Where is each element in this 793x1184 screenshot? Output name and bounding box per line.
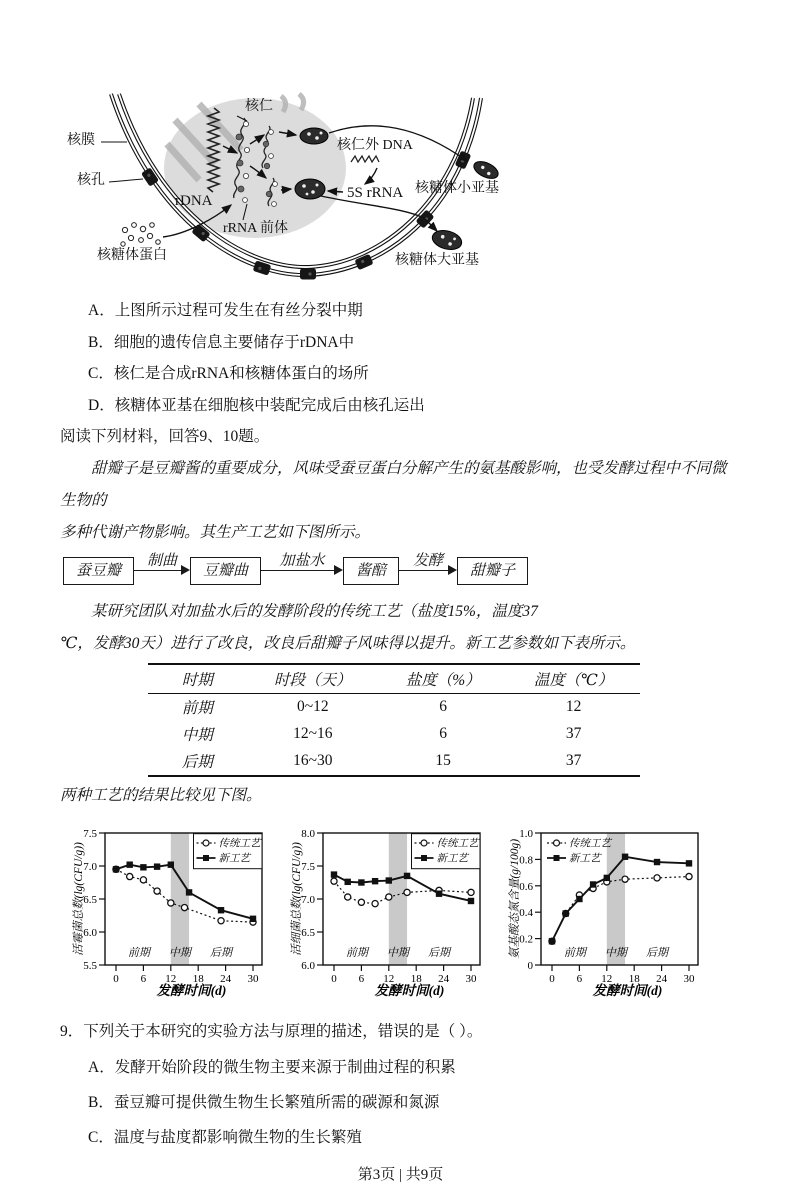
x-tick-label: 24 [656,972,668,985]
phase-label: 中期 [604,946,627,959]
new-process-parameter-table [148,663,640,777]
pre-small-subunit [300,128,328,144]
y-tick-label: 5.5 [83,959,97,972]
q9-option-c: C．温度与盐度都影响微生物的生长繁殖 [88,1128,362,1146]
large-subunit-particle [430,227,464,252]
x-tick-label: 30 [683,972,695,985]
marker-circle [181,904,187,910]
marker-square [154,863,160,869]
marker-square [436,890,442,896]
marker-square [686,860,692,866]
y-axis-title: 氨基酸态氮含量(g/100g) [509,838,521,959]
y-axis-title: 活霉菌总数(lg(CFU/g)) [73,841,85,956]
x-tick-label: 6 [576,972,583,985]
q8-option-d: D．核糖体亚基在细胞核中装配完成后由核孔运出 [88,396,425,414]
cell-salinity: 15 [435,752,451,769]
table-row [148,693,640,721]
marker-circle [218,917,224,923]
q8-option-c: C．核仁是合成rRNA和核糖体蛋白的场所 [88,365,369,382]
nuclear-membrane-label: 核膜 [67,133,95,148]
marker-circle [622,876,628,882]
q9-option-a: A．发酵开始阶段的微生物主要来源于制曲过程的积累 [88,1058,456,1076]
y-tick-label: 0.8 [519,853,533,866]
marker-square [654,858,660,864]
right-arrow-icon [134,570,187,572]
page-number: 第3页 | 共9页 [357,1166,444,1183]
small-subunit-label: 核糖体小亚基 [415,181,499,196]
marker-circle [404,889,410,895]
marker-circle [140,876,146,882]
rrna-precursor-label: rRNA 前体 [223,221,288,236]
question8-options [60,295,741,421]
cell-temp: 37 [565,752,582,769]
table-row [148,748,640,776]
cell-period: 后期 [181,754,213,771]
phase-label: 前期 [563,946,586,959]
process-paragraph-line2: ℃，发酵30天）进行了改良，改良后甜瓣子风味得以提升。新工艺参数如下表所示。 [60,634,636,652]
marker-circle [168,899,174,905]
cell-salinity: 6 [439,698,448,715]
marker-square [576,895,582,901]
x-axis-title: 发酵时间(d) [592,982,663,998]
question9-stem: 9．下列关于本研究的实验方法与原理的描述，错误的是（ ）。 [60,1022,483,1040]
pre-large-subunit [295,179,325,199]
legend-label: 新工艺 [436,853,468,864]
five-s-rrna-label: 5S rRNA [347,185,404,201]
y-tick-label: 0.2 [519,933,533,946]
table-header-row [148,664,640,694]
col-header-temperature: 温度（℃） [507,664,640,694]
x-tick-label: 6 [140,972,147,985]
y-tick-label: 6.0 [83,926,97,939]
legend-label: 传统工艺 [436,838,479,849]
flow-step-bean-koji: 豆瓣曲 [190,557,261,585]
flow-arrow-label: 制曲 [147,552,178,569]
cell-period: 前期 [181,700,213,717]
marker-square [331,871,337,877]
marker-square [140,864,146,870]
cell-days: 0~12 [296,698,329,715]
col-header-salinity: 盐度（%） [379,664,507,694]
results-note: 两种工艺的结果比较见下图。 [60,786,262,804]
x-tick-label: 24 [438,972,450,985]
cell-period: 中期 [181,727,213,744]
ribosome-protein-granules [121,223,160,247]
marker-circle [372,900,378,906]
flow-arrow-label: 加盐水 [279,552,325,569]
phase-label: 后期 [428,946,451,959]
x-tick-label: 12 [601,972,613,985]
flow-arrow-label: 发酵 [413,552,444,569]
right-arrow-icon [399,570,454,572]
y-tick-label: 7.5 [301,860,315,873]
marker-square [372,877,378,883]
marker-square [218,907,224,913]
large-subunit-label: 核糖体大亚基 [395,253,479,268]
rdna-label: rDNA [175,193,213,209]
flow-arrow-brine [261,554,343,588]
marker-circle [654,874,660,880]
small-subunit-particle [471,158,500,182]
phase-label: 后期 [210,946,233,959]
y-axis-title: 活细菌总数(lg(CFU/g)) [291,841,303,956]
result-charts [72,818,741,1004]
flow-step-mash: 酱醅 [343,557,399,585]
marker-circle [386,893,392,899]
flow-step-sweet-petal: 甜瓣子 [457,557,528,585]
flow-arrow-ferment [399,554,457,588]
legend-label: 传统工艺 [569,838,611,849]
marker-square [250,915,256,921]
chart-bacteria-count [290,818,502,1004]
marker-square [549,938,555,944]
marker-square [186,889,192,895]
marker-square [404,872,410,878]
y-tick-label: 0.6 [519,880,533,893]
extranucleolar-dna-squiggle [351,156,379,162]
marker-square [168,861,174,867]
chart-mold-count [72,818,284,1004]
marker-circle [331,878,337,884]
y-tick-label: 1.0 [519,827,533,840]
marker-circle [127,873,133,879]
right-arrow-icon [261,570,340,572]
col-header-days: 时段（天） [246,664,379,694]
x-tick-label: 12 [165,972,177,985]
y-tick-label: 6.5 [83,893,97,906]
cell-days: 12~16 [293,725,333,742]
y-tick-label: 8.0 [301,827,315,840]
flow-arrow-qu [134,554,190,588]
nuclear-pore-label: 核孔 [77,173,105,188]
legend-label: 新工艺 [218,853,250,864]
marker-square [345,878,351,884]
phase-label: 后期 [646,946,669,959]
marker-square [622,853,628,859]
material-paragraph-line2: 多种代谢产物影响。其生产工艺如下图所示。 [60,523,371,541]
q8-option-a: A．上图所示过程可发生在有丝分裂中期 [88,302,363,319]
marker-square [127,861,133,867]
phase-band [171,833,189,965]
y-tick-label: 7.5 [83,827,97,840]
marker-square [468,897,474,903]
legend-label: 传统工艺 [218,838,261,849]
phase-label: 中期 [168,946,191,959]
y-tick-label: 7.0 [83,860,97,873]
cell-days: 16~30 [293,752,333,769]
phase-label: 前期 [127,946,150,959]
marker-square [590,881,596,887]
marker-circle [468,889,474,895]
x-tick-label: 30 [247,972,259,985]
marker-square [563,910,569,916]
marker-square [604,874,610,880]
x-tick-label: 0 [549,972,555,985]
ribosome-protein-label: 核糖体蛋白 [97,248,167,263]
x-axis-title: 发酵时间(d) [156,982,227,998]
nucleolus-label: 核仁 [245,99,273,114]
marker-square [386,877,392,883]
nucleolus-diagram [63,92,511,286]
flow-step-broad-bean: 蚕豆瓣 [63,557,134,585]
marker-circle [154,887,160,893]
phase-label: 前期 [345,946,368,959]
y-tick-label: 0.4 [519,906,533,919]
phase-band [607,833,625,965]
q9-option-b: B．蚕豆瓣可提供微生物生长繁殖所需的碳源和氮源 [88,1093,440,1111]
y-tick-label: 6.0 [301,959,315,972]
cell-salinity: 6 [439,725,448,742]
reading-instruction: 阅读下列材料，回答9、10题。 [60,428,270,445]
y-tick-label: 6.5 [301,926,315,939]
col-header-period: 时期 [148,664,246,694]
chart-amino-nitrogen [508,818,720,1004]
x-tick-label: 0 [331,972,337,985]
marker-circle [686,873,692,879]
material-paragraph-line1: 甜瓣子是豆瓣酱的重要成分，风味受蚕豆蛋白分解产生的氨基酸影响，也受发酵过程中不同微生物的 [60,459,727,509]
y-tick-label: 7.0 [301,893,315,906]
x-tick-label: 18 [192,972,204,985]
marker-square [358,879,364,885]
extranucleolar-dna-label: 核仁外 DNA [337,138,413,153]
x-tick-label: 24 [220,972,232,985]
x-tick-label: 6 [358,972,365,985]
x-tick-label: 12 [383,972,395,985]
x-axis-title: 发酵时间(d) [374,982,445,998]
marker-circle [358,899,364,905]
cell-temp: 12 [565,698,582,715]
marker-square [113,866,119,872]
phase-label: 中期 [386,946,409,959]
marker-circle [345,893,351,899]
legend-label: 新工艺 [569,853,601,864]
q8-option-b: B．细胞的遗传信息主要储存于rDNA中 [88,333,355,351]
x-tick-label: 0 [113,972,119,985]
question9-options [60,1050,741,1155]
process-paragraph-line1: 某研究团队对加盐水后的发酵阶段的传统工艺（盐度15%，温度37 [91,602,538,620]
x-tick-label: 30 [465,972,477,985]
y-tick-label: 0 [527,959,533,972]
x-tick-label: 18 [628,972,640,985]
table-row [148,721,640,748]
production-flow-diagram [63,554,741,588]
x-tick-label: 18 [410,972,422,985]
cell-temp: 37 [565,725,582,742]
